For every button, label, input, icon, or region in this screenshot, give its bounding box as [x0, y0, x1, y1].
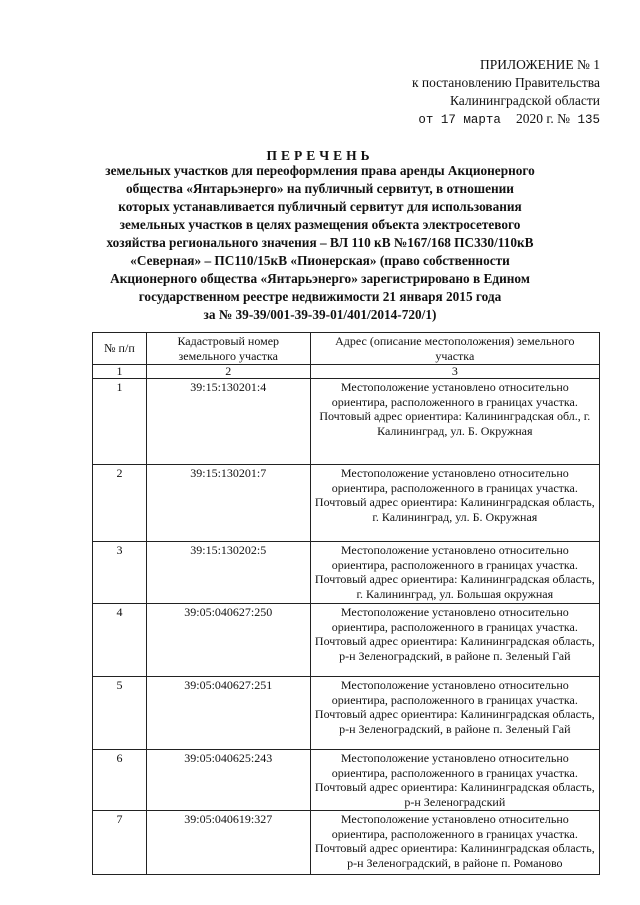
row-number: 3 [93, 542, 147, 604]
subtitle-line: за № 39-39/001-39-39-01/401/2014-720/1) [203, 307, 437, 322]
row-number: 1 [93, 379, 147, 465]
table-row [93, 811, 600, 875]
index-cell: 1 [93, 365, 147, 379]
header-address: Адрес (описание местоположения) земельного участка [310, 333, 599, 365]
appendix-resolution-line: к постановлению Правительства [411, 75, 600, 90]
plot-address: Местоположение установлено относительно ориентира, расположенного в границах участка. Почтовый адрес ориентира: Калининградская область, р-н Зеленоградский, в районе п. Романово [310, 811, 599, 875]
table-row [93, 465, 600, 542]
table-row [93, 677, 600, 750]
table-row [93, 604, 600, 677]
index-cell: 2 [146, 365, 310, 379]
cadastral-number: 39:05:040625:243 [146, 750, 310, 811]
land-plots-table [92, 332, 600, 875]
plot-address: Местоположение установлено относительно ориентира, расположенного в границах участка. Почтовый адрес ориентира: Калининградская обл., г. Калининград, ул. Б. Окружная [310, 379, 599, 465]
cadastral-number: 39:15:130202:5 [146, 542, 310, 604]
subtitle-line: Акционерного общества «Янтарьэнерго» зарегистрировано в Едином [110, 271, 530, 286]
appendix-doc-number: 135 [577, 113, 600, 127]
table-row [93, 750, 600, 811]
document-subtitle [72, 162, 568, 324]
table-row [93, 542, 600, 604]
plot-address: Местоположение установлено относительно ориентира, расположенного в границах участка. Почтовый адрес ориентира: Калининградская область, г. Калининград, ул. Б. Окружная [310, 465, 599, 542]
cadastral-number: 39:05:040619:327 [146, 811, 310, 875]
appendix-year: 2020 г. № [515, 111, 570, 126]
index-cell: 3 [310, 365, 599, 379]
plot-address: Местоположение установлено относительно ориентира, расположенного в границах участка. Почтовый адрес ориентира: Калининградская область, р-н Зеленоградский [310, 750, 599, 811]
appendix-block [300, 56, 600, 129]
document-title: ПЕРЕЧЕНЬ [266, 148, 374, 163]
cadastral-number: 39:15:130201:4 [146, 379, 310, 465]
appendix-date-line [300, 110, 600, 129]
cadastral-number: 39:05:040627:251 [146, 677, 310, 750]
row-number: 7 [93, 811, 147, 875]
row-number: 5 [93, 677, 147, 750]
cadastral-number: 39:05:040627:250 [146, 604, 310, 677]
subtitle-line: земельных участков для переоформления права аренды Акционерного [105, 163, 535, 178]
subtitle-line: государственном реестре недвижимости 21 января 2015 года [138, 289, 502, 304]
subtitle-line: земельных участков в целях размещения объекта электросетевого [119, 217, 521, 232]
header-cadastral: Кадастровый номер земельного участка [146, 333, 310, 365]
row-number: 6 [93, 750, 147, 811]
subtitle-line: общества «Янтарьэнерго» на публичный сервитут, в отношении [126, 181, 514, 196]
row-number: 2 [93, 465, 147, 542]
cadastral-number: 39:15:130201:7 [146, 465, 310, 542]
appendix-date: от 17 марта [418, 113, 501, 127]
table-index-row [93, 365, 600, 379]
appendix-title: ПРИЛОЖЕНИЕ № 1 [479, 57, 600, 72]
header-number: № п/п [93, 333, 147, 365]
table-header-row [93, 333, 600, 365]
subtitle-line: которых устанавливается публичный сервитут для использования [118, 199, 522, 214]
table-row [93, 379, 600, 465]
appendix-region-line: Калининградской области [449, 93, 600, 108]
subtitle-line: «Северная» – ПС110/15кВ «Пионерская» (право собственности [130, 253, 510, 268]
plot-address: Местоположение установлено относительно ориентира, расположенного в границах участка. Почтовый адрес ориентира: Калининградская область, р-н Зеленоградский, в районе п. Зеленый Гай [310, 604, 599, 677]
subtitle-line: хозяйства регионального значения – ВЛ 110 кВ №167/168 ПС330/110кВ [106, 235, 534, 250]
row-number: 4 [93, 604, 147, 677]
plot-address: Местоположение установлено относительно ориентира, расположенного в границах участка. Почтовый адрес ориентира: Калининградская область, р-н Зеленоградский, в районе п. Зеленый Гай [310, 677, 599, 750]
plot-address: Местоположение установлено относительно ориентира, расположенного в границах участка. Почтовый адрес ориентира: Калининградская область, г. Калининград, ул. Большая окружная [310, 542, 599, 604]
